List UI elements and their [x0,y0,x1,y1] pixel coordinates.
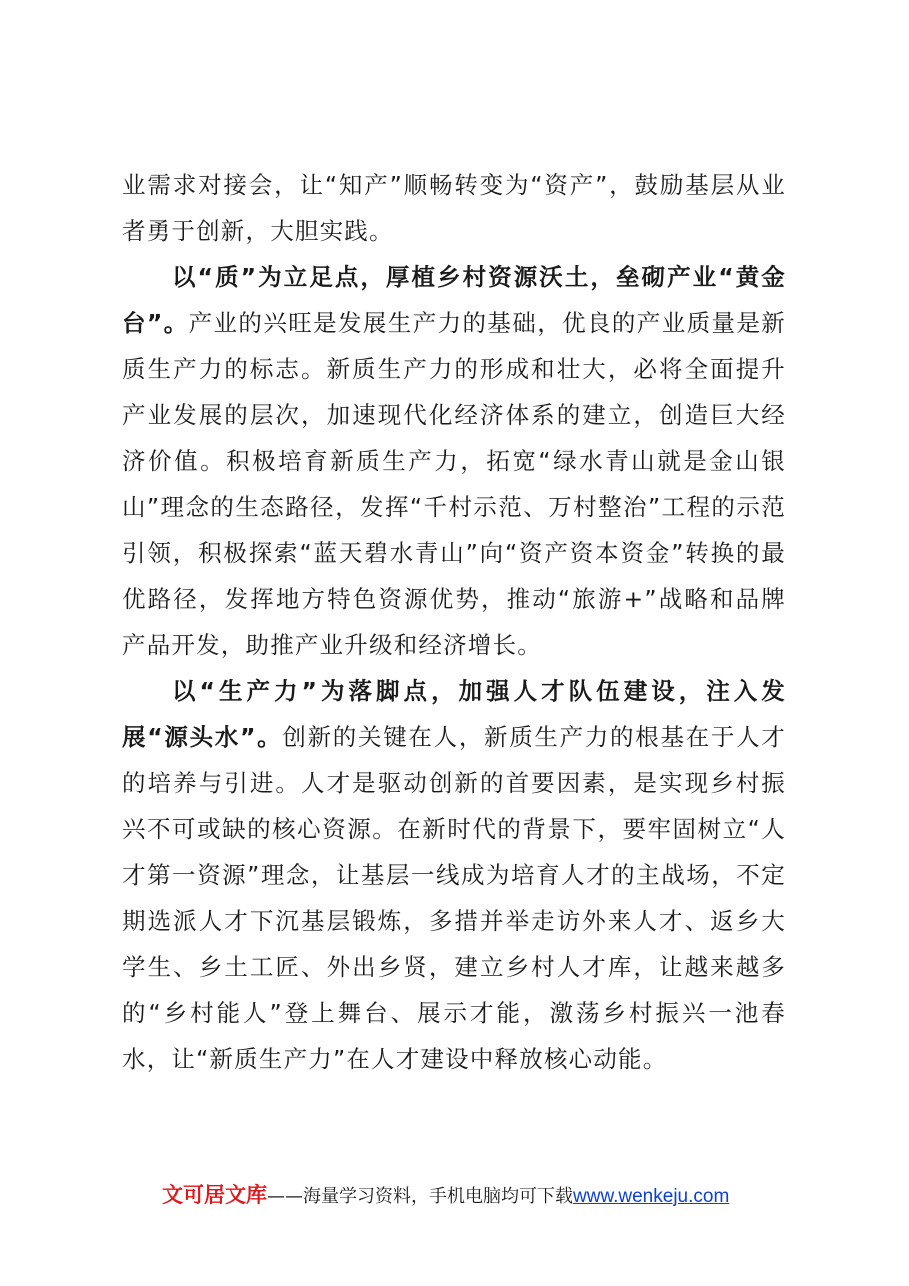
paragraph-1 [122,162,786,254]
paragraph-2-body: 产业的兴旺是发展生产力的基础，优良的产业质量是新质生产力的标志。新质生产力的形成和壮大，必将全面提升产业发展的层次，加速现代化经济体系的建立，创造巨大经济价值。积极培育新质生产力，拓宽“绿水青山就是金山银山”理念的生态路径，发挥“千村示范、万村整治”工程的示范引领，积极探索“蓝天碧水青山”向“资产资本资金”转换的最优路径，发挥地方特色资源优势，推动“旅游+”战略和品牌产品开发，助推产业升级和经济增长。 [122,309,786,659]
footer-brand: 文可居文库 [162,1183,267,1207]
paragraph-3-lead: 以“生产力”为落脚点，加强人才队伍建设，注入发展“源头水”。 [122,677,786,751]
paragraph-1-body: 业需求对接会，让“知产”顺畅转变为“资产”，鼓励基层从业者勇于创新，大胆实践。 [122,171,786,245]
footer-link[interactable]: www.wenkeju.com [573,1186,730,1207]
paragraph-2 [122,254,786,668]
paragraph-3 [122,668,786,1082]
footer-banner [162,1181,729,1211]
paragraph-2-lead: 以“质”为立足点，厚植乡村资源沃土，垒砌产业“黄金台”。 [122,263,786,337]
document-body [122,162,786,1082]
footer-text: ——海量学习资料，手机电脑均可下载 [267,1186,573,1207]
paragraph-3-body: 创新的关键在人，新质生产力的根基在于人才的培养与引进。人才是驱动创新的首要因素，是实现乡村振兴不可或缺的核心资源。在新时代的背景下，要牢固树立“人才第一资源”理念，让基层一线成为培育人才的主战场，不定期选派人才下沉基层锻炼，多措并举走访外来人才、返乡大学生、乡土工匠、外出乡贤，建立乡村人才库，让越来越多的“乡村能人”登上舞台、展示才能，激荡乡村振兴一池春水，让“新质生产力”在人才建设中释放核心动能。 [122,723,787,1073]
